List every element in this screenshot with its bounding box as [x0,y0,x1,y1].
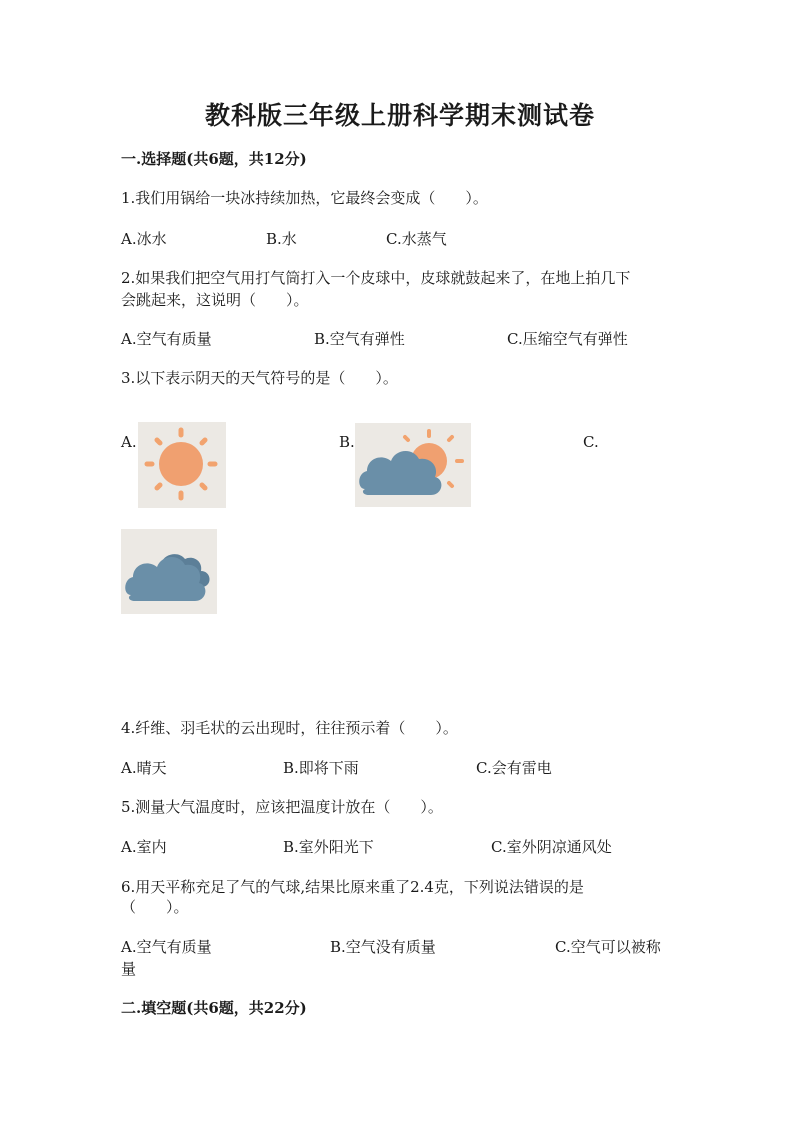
q6-option-a: A.空气有质量 [121,938,212,956]
q2-option-c: C.压缩空气有弹性 [507,330,628,348]
q2-option-b: B.空气有弹性 [314,330,405,348]
question-2-line2: 会跳起来，这说明（ ）。 [121,291,309,309]
q1-option-a: A.冰水 [121,230,167,248]
page-title: 教科版三年级上册科学期末测试卷 [204,101,595,130]
q5-option-b: B.室外阳光下 [283,838,374,856]
question-4: 4.纤维、羽毛状的云出现时，往往预示着（ ）。 [121,719,458,737]
sun-icon [138,422,226,508]
q2-option-a: A.空气有质量 [121,330,212,348]
question-3: 3.以下表示阴天的天气符号的是（ ）。 [121,369,398,387]
q4-option-a: A.晴天 [121,759,167,777]
cloud-with-sun-icon [355,423,471,507]
q4-option-c: C.会有雷电 [476,759,552,777]
question-6-line2: （ ）。 [121,898,189,916]
q4-option-b: B.即将下雨 [283,759,359,777]
section-heading-fill-in: 二.填空题(共6题，共22分) [121,999,307,1017]
q3-option-b: B. [339,433,355,451]
cloud-icon [121,529,217,614]
q1-option-c: C.水蒸气 [386,230,447,248]
q5-option-c: C.室外阴凉通风处 [491,838,612,856]
q1-option-b: B.水 [266,230,297,248]
question-1: 1.我们用锅给一块冰持续加热，它最终会变成（ ）。 [121,189,488,207]
q6-option-b: B.空气没有质量 [330,938,436,956]
q6-option-c-wrap: 量 [121,960,137,978]
question-2-line1: 2.如果我们把空气用打气筒打入一个皮球中，皮球就鼓起来了，在地上拍几下 [121,269,631,287]
question-6-line1: 6.用天平称充足了气的气球,结果比原来重了2.4克，下列说法错误的是 [121,878,584,896]
q3-option-c: C. [583,433,599,451]
q5-option-a: A.室内 [121,838,167,856]
question-5: 5.测量大气温度时，应该把温度计放在（ ）。 [121,798,443,816]
q3-option-a: A. [121,433,137,451]
section-heading-choice: 一.选择题(共6题，共12分) [121,150,307,168]
q6-option-c: C.空气可以被称 [555,938,661,956]
